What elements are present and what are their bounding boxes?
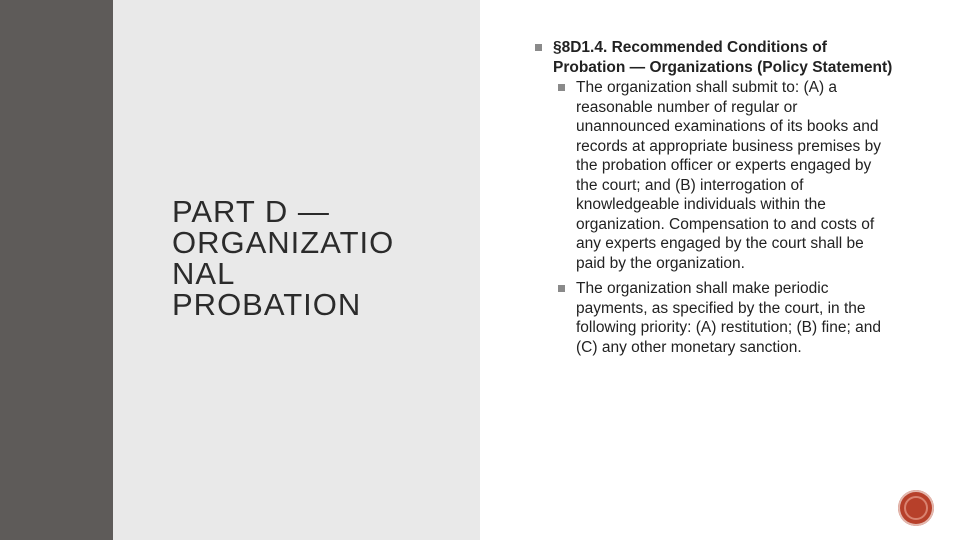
square-bullet-icon <box>558 84 565 91</box>
content-body <box>533 38 893 357</box>
square-bullet-icon <box>558 285 565 292</box>
sub-bullet-text: The organization shall make periodic payments, as specified by the court, in the following priority: (A) restitution; (B) fine; and (C) any other monetary sanction. <box>576 280 881 356</box>
heading-text: §8D1.4. Recommended Conditions of Probation — Organizations (Policy Statement) <box>553 39 893 76</box>
brand-logo-icon <box>898 490 934 526</box>
left-accent-bar <box>0 0 113 540</box>
slide-title: PART D — ORGANIZATIO NAL PROBATION <box>172 194 395 322</box>
heading-bullet <box>533 38 893 77</box>
sub-bullet-text: The organization shall submit to: (A) a reasonable number of regular or unannounced examinations of its books and records at appropriate business premises by the probation officer or experts engaged by the court; and (B) interrogation of knowledgeable individuals within the organization. Compensation to and costs of any experts engaged by the court shall be paid by the organization. <box>576 79 881 272</box>
logo-ring <box>904 496 928 520</box>
sub-bullet <box>533 279 893 357</box>
sub-bullet <box>533 78 893 273</box>
square-bullet-icon <box>535 44 542 51</box>
